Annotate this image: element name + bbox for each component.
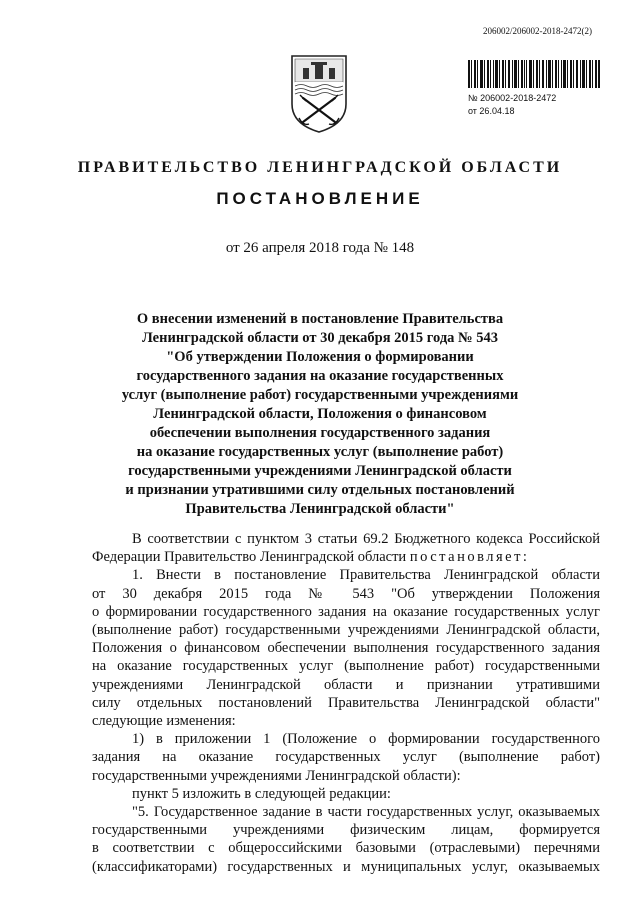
body-line: от 30 декабря 2015 года № 543 "Об утверждении Положения <box>92 585 600 602</box>
body-text: Федерации Правительство Ленинградской области <box>92 549 410 566</box>
body-line: задания на оказание государственных услуг (выполнение работ) <box>92 749 600 766</box>
body-line: (выполнение работ) государственными учреждениями Ленинградской области, <box>92 622 600 639</box>
body-line: Положения о финансовом обеспечении выполнения государственного задания <box>92 640 600 657</box>
subject-line: государственными учреждениями Ленинградской области <box>128 463 512 479</box>
body-line: пункт 5 изложить в следующей редакции: <box>132 785 391 802</box>
document-type: ПОСТАНОВЛЕНИЕ <box>216 189 424 208</box>
document-body <box>92 530 600 876</box>
body-line: "5. Государственное задание в части государственных услуг, оказываемых <box>132 804 600 821</box>
body-line: учреждениями Ленинградской области и признании утратившими <box>92 676 600 693</box>
subject-line: и признании утратившими силу отдельных постановлений <box>125 482 515 498</box>
registration-stamp <box>468 92 556 118</box>
registration-number: № 206002-2018-2472 <box>468 93 557 103</box>
document-subject <box>90 310 550 519</box>
subject-line: Ленинградской области от 30 декабря 2015 года № 543 <box>141 330 499 346</box>
document-number: 206002/206002-2018-2472(2) <box>483 26 592 36</box>
body-line <box>92 548 600 566</box>
body-line: следующие изменения: <box>92 713 236 730</box>
body-line: о формировании государственного задания на оказание государственных услуг <box>92 603 600 620</box>
body-line: 1. Внести в постановление Правительства Ленинградской области <box>132 567 600 584</box>
decree-verb: постановляет: <box>409 549 530 566</box>
subject-line: государственного задания на оказание государственных <box>136 368 504 384</box>
subject-line: Правительства Ленинградской области" <box>185 501 455 517</box>
body-line: 1) в приложении 1 (Положение о формировании государственного <box>132 731 600 748</box>
body-line: государственными учреждениями физическим лицам, формируется <box>92 822 600 839</box>
body-line: силу отдельных постановлений Правительства Ленинградской области" <box>92 694 600 711</box>
document-date: от 26 апреля 2018 года № 148 <box>225 240 415 256</box>
body-line: государственными учреждениями Ленинградской области): <box>92 767 461 784</box>
subject-line: обеспечении выполнения государственного задания <box>149 425 491 441</box>
body-line: (классификаторами) государственных и муниципальных услуг, оказываемых <box>92 858 600 875</box>
body-line: в соответствии с общероссийскими базовыми (отраслевыми) перечнями <box>92 840 600 857</box>
subject-line: на оказание государственных услуг (выполнение работ) <box>136 444 504 460</box>
government-name: ПРАВИТЕЛЬСТВО ЛЕНИНГРАДСКОЙ ОБЛАСТИ <box>77 159 563 176</box>
subject-line: "Об утверждении Положения о формировании <box>166 349 474 365</box>
subject-line: О внесении изменений в постановление Правительства <box>136 311 504 327</box>
registration-date: от 26.04.18 <box>468 106 515 116</box>
subject-line: Ленинградской области, Положения о финансовом <box>153 406 487 422</box>
body-line: В соответствии с пунктом 3 статьи 69.2 Бюджетного кодекса Российской <box>132 531 600 547</box>
barcode <box>468 60 600 88</box>
coat-of-arms-icon <box>289 52 349 134</box>
body-line: на оказание государственных услуг (выполнение работ) государственными <box>92 658 600 675</box>
subject-line: услуг (выполнение работ) государственными учреждениями <box>121 387 519 403</box>
